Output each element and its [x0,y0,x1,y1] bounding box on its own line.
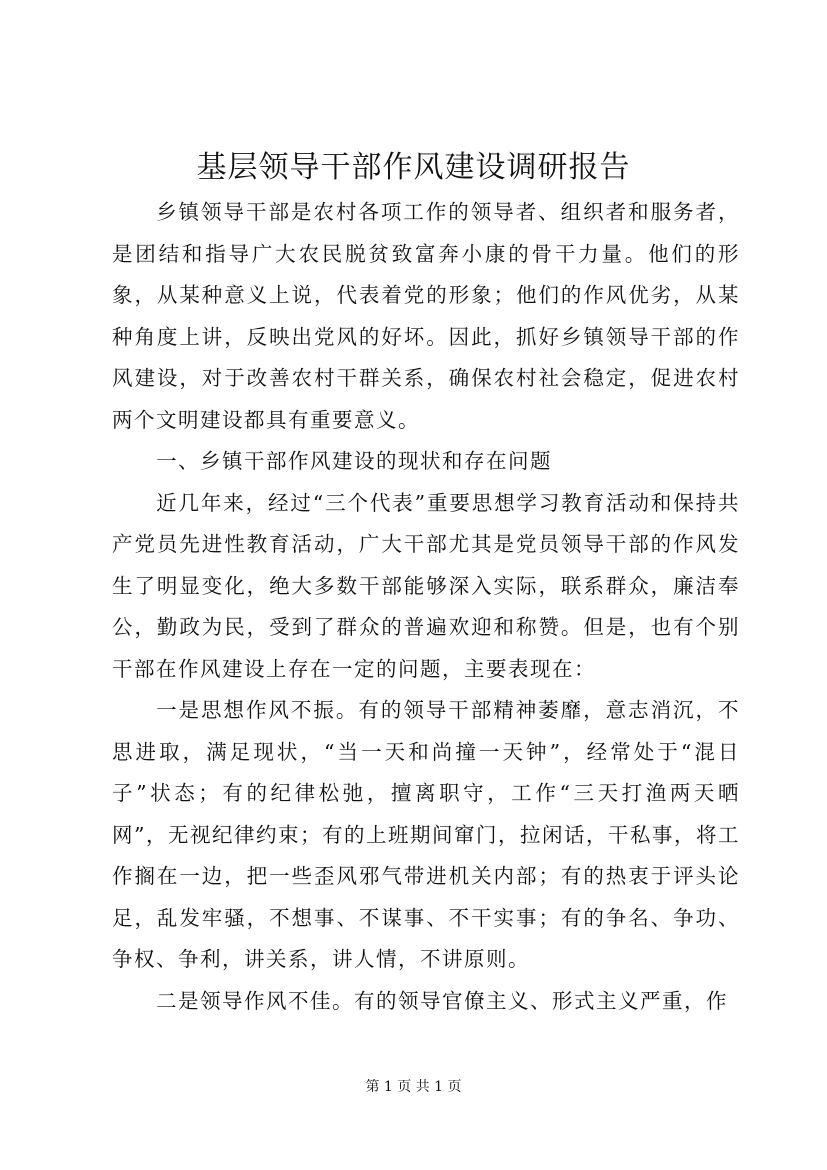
document-title: 基层领导干部作风建设调研报告 [196,150,631,185]
section-heading-1: 一、乡镇干部作风建设的现状和存在问题 [156,449,553,473]
page-footer: 第 1 页 共 1 页 [365,1079,462,1095]
paragraph-status: 近几年来，经过“三个代表”重要思想学习教育活动和保持共产党员先进性教育活动，广大干部尤其是党员领导干部的作风发生了明显变化，绝大多数干部能够深入实际，联系群众，廉洁奉公，勤政为民，受到了群众的普遍欢迎和称赞。但是，也有个别干部在作风建设上存在一定的问题，主要表现在： [112,490,740,681]
paragraph-problem-2: 二是领导作风不佳。有的领导官僚主义、形式主义严重，作 [156,988,729,1013]
document-body [112,192,740,1022]
paragraph-problem-1: 一是思想作风不振。有的领导干部精神萎靡，意志消沉，不思进取，满足现状，“当一天和尚撞一天钟”，经常处于“混日子”状态；有的纪律松弛，擅离职守，工作“三天打渔两天晒网”，无视纪律约束；有的上班期间窜门，拉闲话，干私事，将工作搁在一边，把一些歪风邪气带进机关内部；有的热衷于评头论足，乱发牢骚，不想事、不谋事、不干实事；有的争名、争功、争权、争利，讲关系，讲人情，不讲原则。 [112,698,740,971]
paragraph-intro: 乡镇领导干部是农村各项工作的领导者、组织者和服务者，是团结和指导广大农民脱贫致富奔小康的骨干力量。他们的形象，从某种意义上说，代表着党的形象；他们的作风优劣，从某种角度上讲，反映出党风的好坏。因此，抓好乡镇领导干部的作风建设，对于改善农村干群关系，确保农村社会稳定，促进农村两个文明建设都具有重要意义。 [112,200,740,432]
